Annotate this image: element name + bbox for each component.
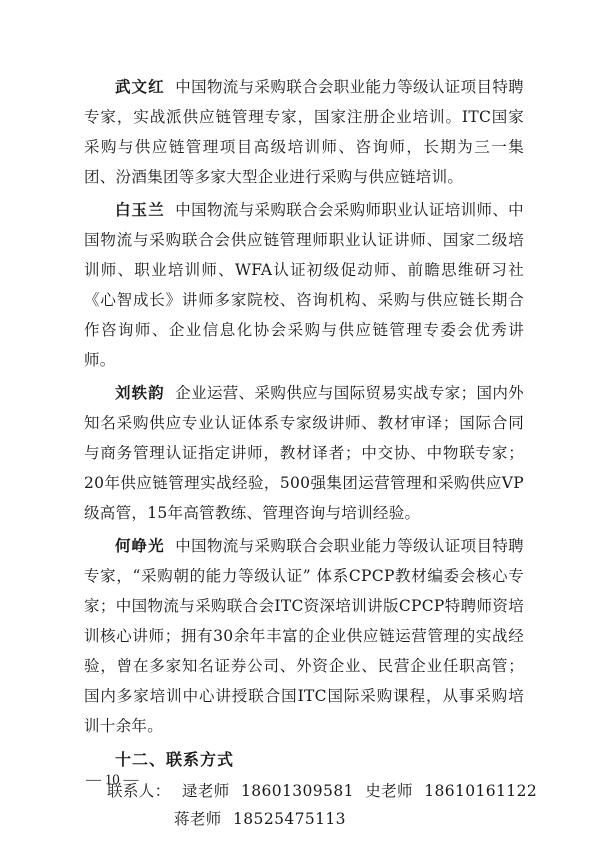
- bio-paragraph: [84, 531, 524, 741]
- contact-name: 史老师: [365, 782, 413, 800]
- contact-phone: 18610161122: [424, 782, 538, 800]
- bio-name: 何峥光: [115, 537, 165, 555]
- bio-paragraph: [84, 72, 524, 192]
- bio-text: 企业运营、采购供应与国际贸易实战专家；国内外知名采购供应专业认证体系专家级讲师、教材审译；国际合同与商务管理认证指定讲师，教材译者；中交协、中物联专家；20年供应链管理实战经验，500强集团运营管理和采购供应VP级高管，15年高管教练、管理咨询与培训经验。: [84, 384, 524, 522]
- bio-paragraph: [84, 378, 524, 528]
- bio-text: 中国物流与采购联合会职业能力等级认证项目特聘专家，实战派供应链管理专家，国家注册企业培训。ITC国家采购与供应链管理项目高级培训师、咨询师，长期为三一集团、汾酒集团等多家大型企业进行采购与供应链培训。: [84, 78, 524, 186]
- contact-label: 联系人：: [107, 782, 171, 800]
- contact-line: [174, 805, 524, 833]
- bio-name: 白玉兰: [115, 201, 165, 219]
- bio-text: 中国物流与采购联合会职业能力等级认证项目特聘专家，“采购朝的能力等级认证” 体系CPCP教材编委会核心专家；中国物流与采购联合会ITC资深培训讲版CPCP特聘师资培训核心讲师；拥有30余年丰富的企业供应链运营管理的实战经验，曾在多家知名证券公司、外资企业、民营企业任职高管；国内多家培训中心讲授联合国ITC国际采购课程，从事采购培训十余年。: [84, 537, 524, 735]
- page-number: — 10 —: [86, 772, 139, 788]
- contact-name: 逯老师: [181, 782, 230, 800]
- contact-phone: 18525475113: [233, 810, 346, 828]
- contact-phone: 18601309581: [240, 782, 354, 800]
- section-heading-contact: 十二、联系方式: [115, 750, 235, 769]
- bio-paragraph: [84, 195, 524, 375]
- contact-name: 蒋老师: [174, 810, 222, 828]
- page-content: [84, 72, 538, 833]
- contact-line: [107, 777, 538, 805]
- bio-name: 武文红: [115, 78, 165, 96]
- bio-name: 刘轶韵: [115, 384, 165, 402]
- bio-text: 中国物流与采购联合会采购师职业认证培训师、中国物流与采购联合会供应链管理师职业认证讲师、国家二级培训师、职业培训师、WFA认证初级促动师、前瞻思维研习社《心智成长》讲师多家院校、咨询机构、采购与供应链长期合作咨询师、企业信息化协会采购与供应链管理专委会优秀讲师。: [84, 201, 524, 369]
